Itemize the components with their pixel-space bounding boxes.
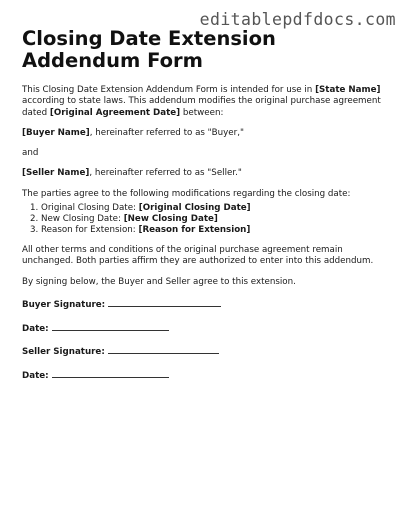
modification-label: New Closing Date:: [41, 214, 124, 225]
intro-paragraph: [22, 85, 392, 119]
buyer-paragraph: [22, 128, 392, 139]
buyer-signature-label: Buyer Signature:: [22, 300, 106, 311]
modification-label: Original Closing Date:: [41, 203, 139, 214]
modifications-intro: The parties agree to the following modifications regarding the closing date:: [22, 188, 351, 199]
buyer-date-label: Date:: [22, 323, 49, 334]
seller-signature-line[interactable]: [108, 344, 219, 354]
seller-date-label: Date:: [22, 370, 49, 381]
buyer-name-placeholder: [Buyer Name]: [22, 127, 90, 138]
intro-text-2: according to state laws. This addendum modifies the original purchase agreement dated: [22, 96, 381, 118]
state-name-placeholder: [State Name]: [315, 85, 381, 95]
reason-placeholder: [Reason for Extension]: [138, 225, 251, 236]
agreement-date-placeholder: [Original Agreement Date]: [49, 107, 181, 118]
seller-date-row: [22, 368, 392, 382]
seller-date-line[interactable]: [52, 368, 169, 378]
seller-paragraph: [22, 168, 392, 179]
original-closing-date-placeholder: [Original Closing Date]: [138, 203, 251, 214]
modification-label: Reason for Extension:: [41, 225, 139, 236]
buyer-text: , hereinafter referred to as "Buyer,": [89, 127, 244, 138]
buyer-signature-row: [22, 297, 392, 311]
modifications-list: [22, 203, 392, 236]
and-text: and: [22, 148, 39, 159]
intro-text-3: between:: [180, 107, 224, 118]
buyer-date-line[interactable]: [52, 321, 169, 331]
document-body: [22, 28, 392, 382]
list-item: [41, 214, 392, 225]
terms-paragraph: All other terms and conditions of the original purchase agreement remain unchanged. Both parties affirm they are authorized to enter into this addendum.: [22, 245, 374, 267]
intro-text-1: This Closing Date Extension Addendum Form is intended for use in: [22, 85, 316, 95]
seller-name-placeholder: [Seller Name]: [22, 168, 90, 179]
agreement-paragraph: By signing below, the Buyer and Seller agree to this extension.: [22, 276, 296, 287]
document-title: Closing Date Extension Addendum Form: [22, 27, 276, 72]
seller-text: , hereinafter referred to as "Seller.": [89, 168, 242, 179]
seller-signature-row: [22, 344, 392, 358]
buyer-signature-line[interactable]: [108, 297, 221, 307]
seller-signature-label: Seller Signature:: [22, 347, 105, 358]
list-item: [41, 203, 392, 214]
watermark: editablepdfdocs.com: [199, 10, 396, 29]
list-item: [41, 225, 392, 236]
buyer-date-row: [22, 321, 392, 335]
new-closing-date-placeholder: [New Closing Date]: [123, 214, 218, 225]
